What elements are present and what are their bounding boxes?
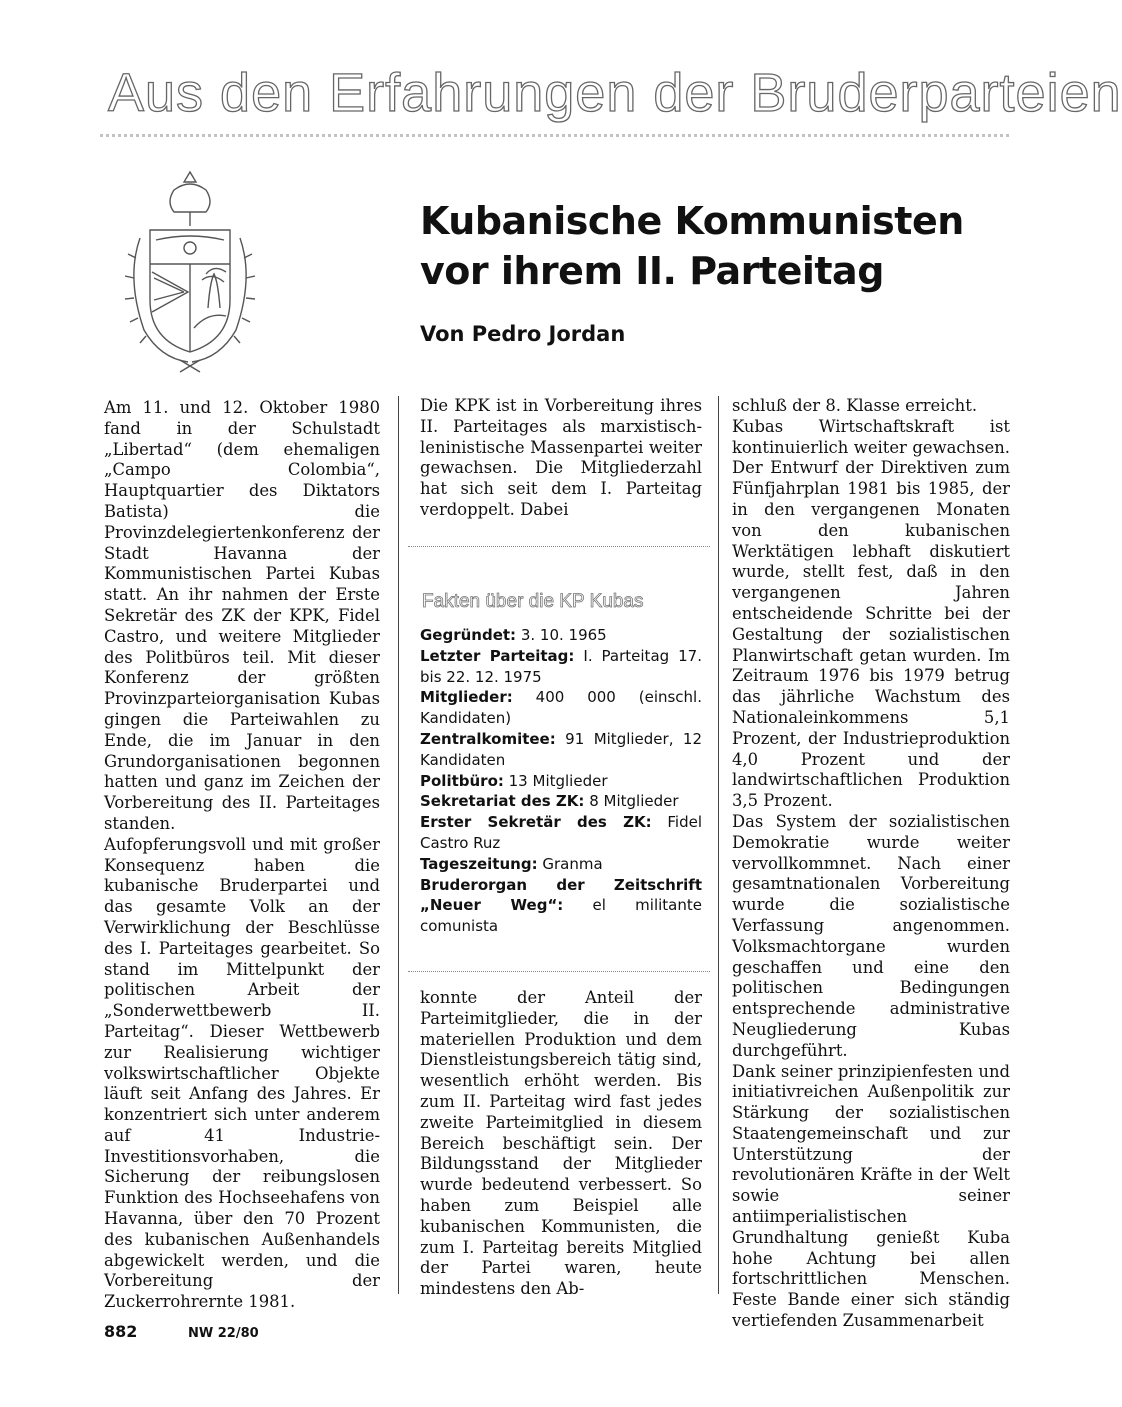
column-1	[104, 398, 380, 1313]
column-2-top	[420, 396, 702, 521]
fact-item: Politbüro: 13 Mitglieder	[420, 771, 608, 790]
column-rule	[718, 396, 719, 1294]
column-3	[732, 396, 1010, 1332]
fact-box	[408, 546, 710, 972]
fact-item: Tageszeitung: Granma	[420, 854, 603, 873]
header-rule	[100, 134, 1010, 137]
title-line-2: vor ihrem II. Parteitag	[420, 249, 884, 293]
fact-item: Bruderorgan der Zeitschrift „Neuer Weg“: el militante comunista	[420, 875, 702, 936]
paragraph: Die KPK ist in Vorbereitung ihres II. Parteitages als marxistisch-leninistische Massenpartei weiter gewachsen. Die Mitgliederzahl hat sich seit dem I. Parteitag verdoppelt. Dabei	[420, 396, 702, 519]
fact-item: Sekretariat des ZK: 8 Mitglieder	[420, 792, 679, 811]
fact-box-title: Fakten über die KP Kubas	[422, 591, 644, 612]
paragraph: Dank seiner prinzipienfesten und initiativreichen Außenpolitik zur Stärkung der sozialistischen Staatengemeinschaft und zur Unterstützung der revolutionären Kräfte in der Welt sowie seiner antiimperialistischen Grundhaltung genießt Kuba hohe Achtung bei allen fortschrittlichen Menschen. Feste Bande einer sich ständig vertiefenden Zusammenarbeit	[732, 1061, 1010, 1331]
article-title	[420, 196, 964, 296]
paragraph: Am 11. und 12. Oktober 1980 fand in der Schulstadt „Libertad“ (dem ehemaligen „Campo Colombia“, Hauptquartier des Diktators Batista) die Provinzdelegiertenkonferenz der Stadt Havanna der Kommunistischen Partei Kubas statt. An ihr nahmen der Erste Sekretär des ZK der KPK, Fidel Castro, und weitere Mitglieder des Politbüros teil. Mit dieser Konferenz der größten Provinzparteiorganisation Kubas gingen die Parteiwahlen zu Ende, die im Januar in den Grundorganisationen begonnen hatten und ganz im Zeichen der Vorbereitung des II. Parteitages standen.	[104, 398, 380, 833]
paragraph: konnte der Anteil der Parteimitglieder, die in der materiellen Produktion und dem Dienstleistungsbereich tätig sind, wesentlich erhöht werden. Bis zum II. Parteitag wird fast jedes zweite Parteimitglied in diesem Bereich beschäftigt sein. Der Bildungsstand der Mitglieder wurde bedeutend verbessert. So haben zum Beispiel alle kubanischen Kommunisten, die zum I. Parteitag bereits Mitglied der Partei waren, heute mindestens den Ab-	[420, 988, 702, 1299]
column-2-bottom	[420, 988, 702, 1300]
column-rule	[398, 396, 399, 1294]
page-number: 882	[104, 1322, 138, 1341]
title-line-1: Kubanische Kommunisten	[420, 199, 964, 243]
paragraph: Kubas Wirtschaftskraft ist kontinuierlich weiter gewachsen. Der Entwurf der Direktiven zum Fünfjahrplan 1981 bis 1985, der in den vergangenen Monaten von den kubanischen Werktätigen lebhaft diskutiert wurde, stellt fest, daß in den vergangenen Jahren entscheidende Schritte bei der Gestaltung der sozialistischen Planwirtschaft getan wurden. Im Zeitraum 1976 bis 1979 betrug das jährliche Wachstum des Nationaleinkommens 5,1 Prozent, der Industrieproduktion 4,0 Prozent und der landwirtschaftlichen Produktion 3,5 Prozent.	[732, 416, 1010, 811]
fact-item: Letzter Parteitag: I. Parteitag 17. bis 22. 12. 1975	[420, 646, 702, 686]
series-title: Aus den Erfahrungen der Bruderparteien	[108, 63, 1122, 123]
paragraph: Das System der sozialistischen Demokratie wurde weiter vervollkommnet. Nach einer gesamtnationalen Vorbereitung wurde die sozialistische Verfassung angenommen. Volksmachtorgane wurden geschaffen und eine den politischen Bedingungen entsprechende administrative Neugliederung Kubas durchgeführt.	[732, 811, 1010, 1060]
fact-item: Gegründet: 3. 10. 1965	[420, 626, 607, 644]
byline: Von Pedro Jordan	[420, 322, 626, 346]
series-header	[100, 56, 1122, 134]
cuban-coat-of-arms-emblem	[110, 168, 270, 378]
fact-box-list	[420, 625, 702, 937]
fact-item: Mitglieder: 400 000 (einschl. Kandidaten)	[420, 688, 702, 728]
paragraph: Aufopferungsvoll und mit großer Konsequenz haben die kubanische Bruderpartei und das gesamte Volk an der Verwirklichung der Beschlüsse des I. Parteitages gearbeitet. So stand im Mittelpunkt der politischen Arbeit der „Sonderwettbewerb II. Parteitag“. Dieser Wettbewerb zur Realisierung wichtiger volkswirtschaftlicher Objekte läuft seit Anfang des Jahres. Er konzentriert sich unter anderem auf 41 Industrie-Investitionsvorhaben, die Sicherung der reibungslosen Funktion des Hochseehafens von Havanna, über den 70 Prozent des kubanischen Außenhandels abgewickelt werden, und die Vorbereitung der Zuckerrohrernte 1981.	[104, 834, 380, 1312]
fact-item: Zentralkomitee: 91 Mitglieder, 12 Kandidaten	[420, 729, 702, 769]
journal-reference: NW 22/80	[188, 1326, 259, 1341]
paragraph: schluß der 8. Klasse erreicht.	[732, 396, 978, 415]
fact-item: Erster Sekretär des ZK: Fidel Castro Ruz	[420, 813, 703, 852]
